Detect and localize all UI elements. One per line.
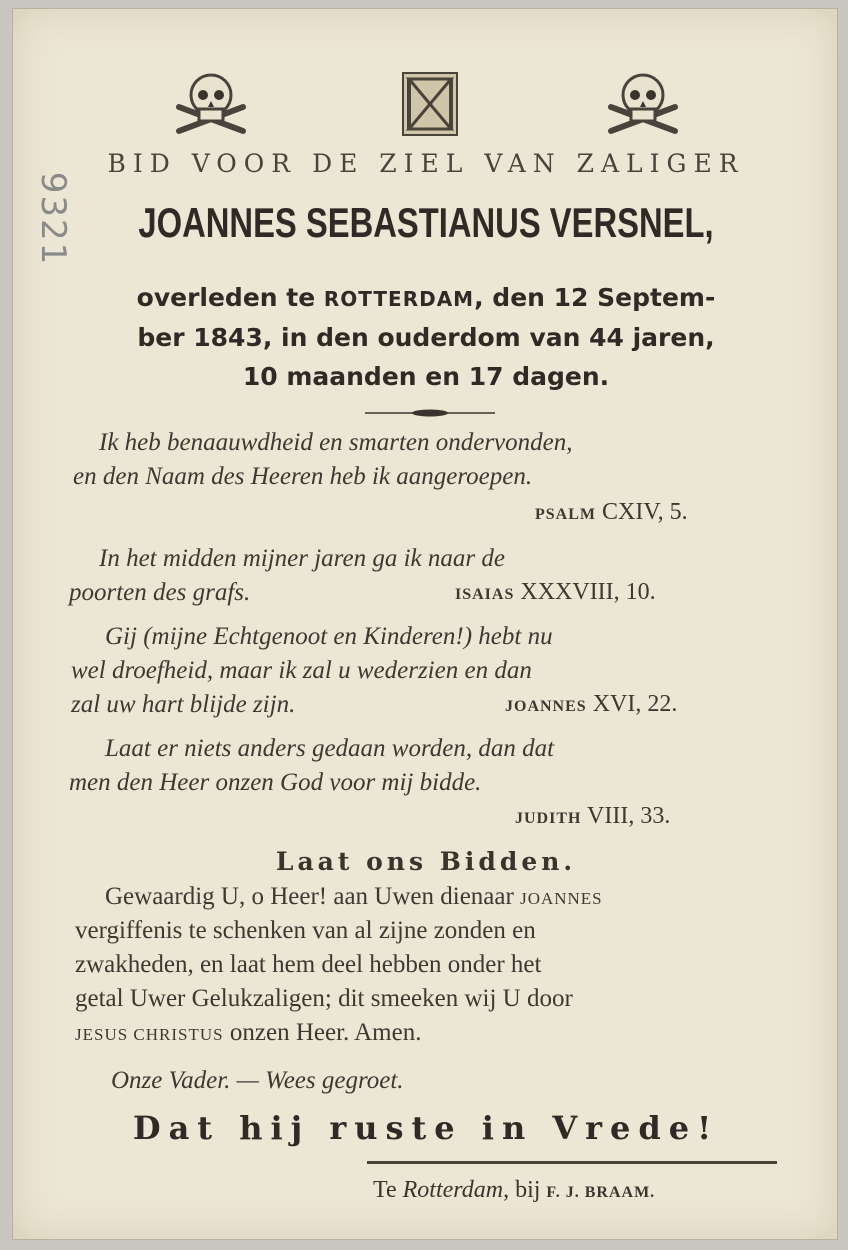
printer-imprint: Te Rotterdam, bij F. J. BRAAM. <box>373 1177 656 1203</box>
verse-line: wel droefheid, maar ik zal u wederzien en dan <box>71 657 532 684</box>
memorial-card <box>12 8 838 1240</box>
death-line-3: 10 maanden en 17 dagen. <box>242 362 610 391</box>
verse-line: zal uw hart blijde zijn. <box>71 691 296 718</box>
verse-line: men den Heer onzen God voor mij bidde. <box>69 769 482 796</box>
crest-emblem-icon <box>399 71 461 137</box>
prayer-line: zwakheden, en laat hem deel hebben onder het <box>75 951 542 978</box>
skull-crossbones-icon <box>603 69 683 141</box>
prayer-line: Gewaardig U, o Heer! aan Uwen dienaar JOANNES <box>105 883 603 910</box>
verse-line: Laat er niets anders gedaan worden, dan dat <box>105 735 555 762</box>
prayer-line: JESUS CHRISTUS onzen Heer. Amen. <box>75 1019 422 1046</box>
skull-crossbones-icon <box>171 69 251 141</box>
prayer-title: Laat ons Bidden. <box>275 847 577 876</box>
verse-line: poorten des grafs. <box>69 579 251 606</box>
prayer-line: vergiffenis te schenken van al zijne zonden en <box>75 917 536 944</box>
closing-prayers: Onze Vader. — Wees gegroet. <box>111 1067 404 1094</box>
death-city: ROTTERDAM <box>323 287 475 311</box>
rest-in-peace: Dat hij ruste in Vrede! <box>132 1109 720 1147</box>
death-line-2: ber 1843, in den ouderdom van 44 jaren, <box>137 323 715 352</box>
scripture-reference: JOANNES XVI, 22. <box>505 691 678 717</box>
verse-line: Gij (mijne Echtgenoot en Kinderen!) hebt nu <box>105 623 553 650</box>
verse-line: In het midden mijner jaren ga ik naar de <box>99 545 505 572</box>
verse-line: Ik heb benaauwdheid en smarten ondervonden, <box>99 429 573 456</box>
scripture-reference: ISAIAS XXXVIII, 10. <box>455 579 656 605</box>
archive-number: 9321 <box>33 171 73 267</box>
verse-line: en den Naam des Heeren heb ik aangeroepen. <box>73 463 533 490</box>
ornamental-rule <box>365 409 495 417</box>
prayer-line: getal Uwer Gelukzaligen; dit smeeken wij U door <box>75 985 573 1012</box>
scripture-reference: PSALM CXIV, 5. <box>535 499 688 525</box>
prayer-heading: BID VOOR DE ZIEL VAN ZALIGER <box>107 149 745 178</box>
scripture-reference: JUDITH VIII, 33. <box>515 803 671 829</box>
death-line-1: overleden te ROTTERDAM, den 12 Septem- <box>136 283 716 312</box>
bottom-rule <box>367 1161 777 1164</box>
deceased-name: JOANNES SEBASTIANUS VERSNEL, <box>138 199 714 246</box>
